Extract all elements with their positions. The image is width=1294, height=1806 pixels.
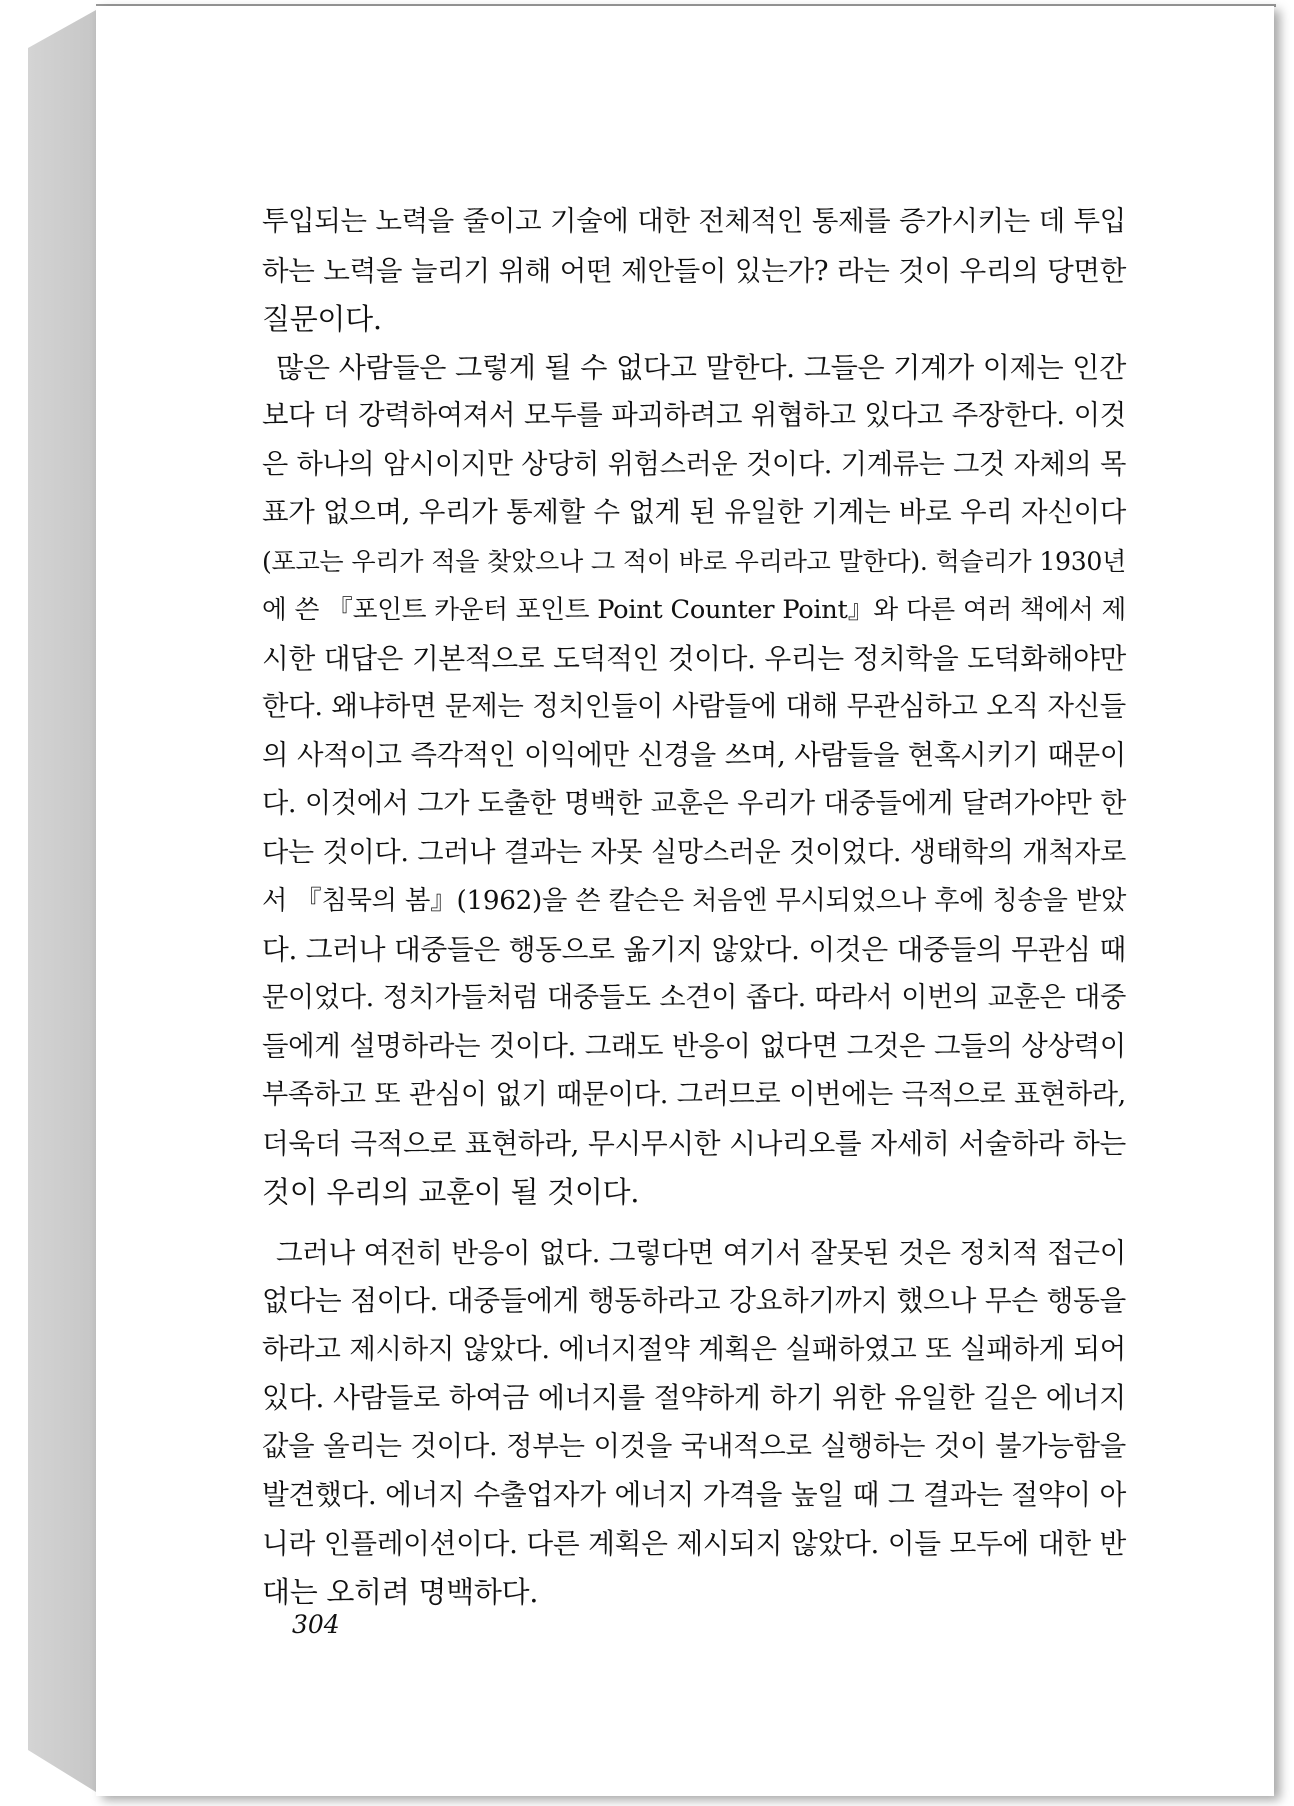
text-line: 보다 더 강력하여져서 모두를 파괴하려고 위협하고 있다고 주장한다. 이것 bbox=[262, 400, 1126, 431]
text-line: 의 사적이고 즉각적인 이익에만 신경을 쓰며, 사람들을 현혹시키기 때문이 bbox=[262, 739, 1126, 771]
text-line: 에 쓴 『포인트 카운터 포인트 Point Counter Point』와 다른 여러 책에서 제 bbox=[262, 595, 1126, 625]
text-line: 시한 대답은 기본적으로 도덕적인 것이다. 우리는 정치학을 도덕화해야만 bbox=[262, 641, 1126, 675]
text-line: 투입되는 노력을 줄이고 기술에 대한 전체적인 통제를 증가시키는 데 투입 bbox=[262, 206, 1126, 237]
text-line: 발견했다. 에너지 수출업자가 에너지 가격을 높일 때 그 결과는 절약이 아 bbox=[262, 1478, 1126, 1511]
text-line: 서 『침묵의 봄』(1962)을 쓴 칼슨은 처음엔 무시되었으나 후에 칭송을 받았 bbox=[262, 886, 1126, 916]
paragraph-1 bbox=[262, 198, 1126, 344]
text-line: 질문이다. bbox=[262, 302, 382, 336]
text-line: 은 하나의 암시이지만 상당히 위험스러운 것이다. 기계류는 그것 자체의 목 bbox=[262, 448, 1126, 480]
text-line: 하는 노력을 늘리기 위해 어떤 제안들이 있는가? 라는 것이 우리의 당면한 bbox=[262, 254, 1126, 287]
paragraph-3 bbox=[262, 1229, 1126, 1617]
text-line: 그러나 여전히 반응이 없다. 그렇다면 여기서 잘못된 것은 정치적 접근이 bbox=[276, 1236, 1126, 1269]
text-line: 값을 올리는 것이다. 정부는 이것을 국내적으로 실행하는 것이 불가능함을 bbox=[262, 1430, 1126, 1462]
text-line: 표가 없으며, 우리가 통제할 수 없게 된 유일한 기계는 바로 우리 자신이다 bbox=[262, 497, 1126, 528]
page-number: 304 bbox=[292, 1610, 340, 1639]
text-line: 것이 우리의 교훈이 될 것이다. bbox=[262, 1175, 640, 1209]
text-line: 없다는 점이다. 대중들에게 행동하라고 강요하기까지 했으나 무슨 행동을 bbox=[262, 1284, 1126, 1317]
text-line: 하라고 제시하지 않았다. 에너지절약 계획은 실패하였고 또 실패하게 되어 bbox=[262, 1333, 1126, 1365]
text-line: 문이었다. 정치가들처럼 대중들도 소견이 좁다. 따라서 이번의 교훈은 대중 bbox=[262, 982, 1126, 1013]
book-spine bbox=[28, 10, 96, 1792]
text-line: 더욱더 극적으로 표현하라, 무시무시한 시나리오를 자세히 서술하라 하는 bbox=[262, 1126, 1126, 1160]
text-line: (포고는 우리가 적을 찾았으나 그 적이 바로 우리라고 말한다). 헉슬리가 1930년 bbox=[262, 546, 1126, 576]
text-line: 있다. 사람들로 하여금 에너지를 절약하게 하기 위한 유일한 길은 에너지 bbox=[262, 1381, 1126, 1414]
text-line: 다. 그러나 대중들은 행동으로 옮기지 않았다. 이것은 대중들의 무관심 때 bbox=[262, 932, 1126, 966]
text-line: 대는 오히려 명백하다. bbox=[262, 1575, 539, 1609]
text-line: 많은 사람들은 그렇게 될 수 없다고 말한다. 그들은 기계가 이제는 인간 bbox=[276, 350, 1126, 384]
text-line: 니라 인플레이션이다. 다른 계획은 제시되지 않았다. 이들 모두에 대한 반 bbox=[262, 1526, 1126, 1560]
paragraph-2 bbox=[262, 344, 1126, 1217]
text-line: 한다. 왜냐하면 문제는 정치인들이 사람들에 대해 무관심하고 오직 자신들 bbox=[262, 691, 1126, 722]
text-line: 다. 이것에서 그가 도출한 명백한 교훈은 우리가 대중들에게 달려가야만 한 bbox=[262, 788, 1126, 819]
body-text bbox=[262, 198, 1126, 1617]
paragraph-gap bbox=[262, 1217, 1126, 1229]
text-line: 부족하고 또 관심이 없기 때문이다. 그러므로 이번에는 극적으로 표현하라, bbox=[262, 1079, 1126, 1110]
text-line: 다는 것이다. 그러나 결과는 자못 실망스러운 것이었다. 생태학의 개척자로 bbox=[262, 836, 1126, 868]
text-line: 들에게 설명하라는 것이다. 그래도 반응이 없다면 그것은 그들의 상상력이 bbox=[262, 1030, 1126, 1062]
